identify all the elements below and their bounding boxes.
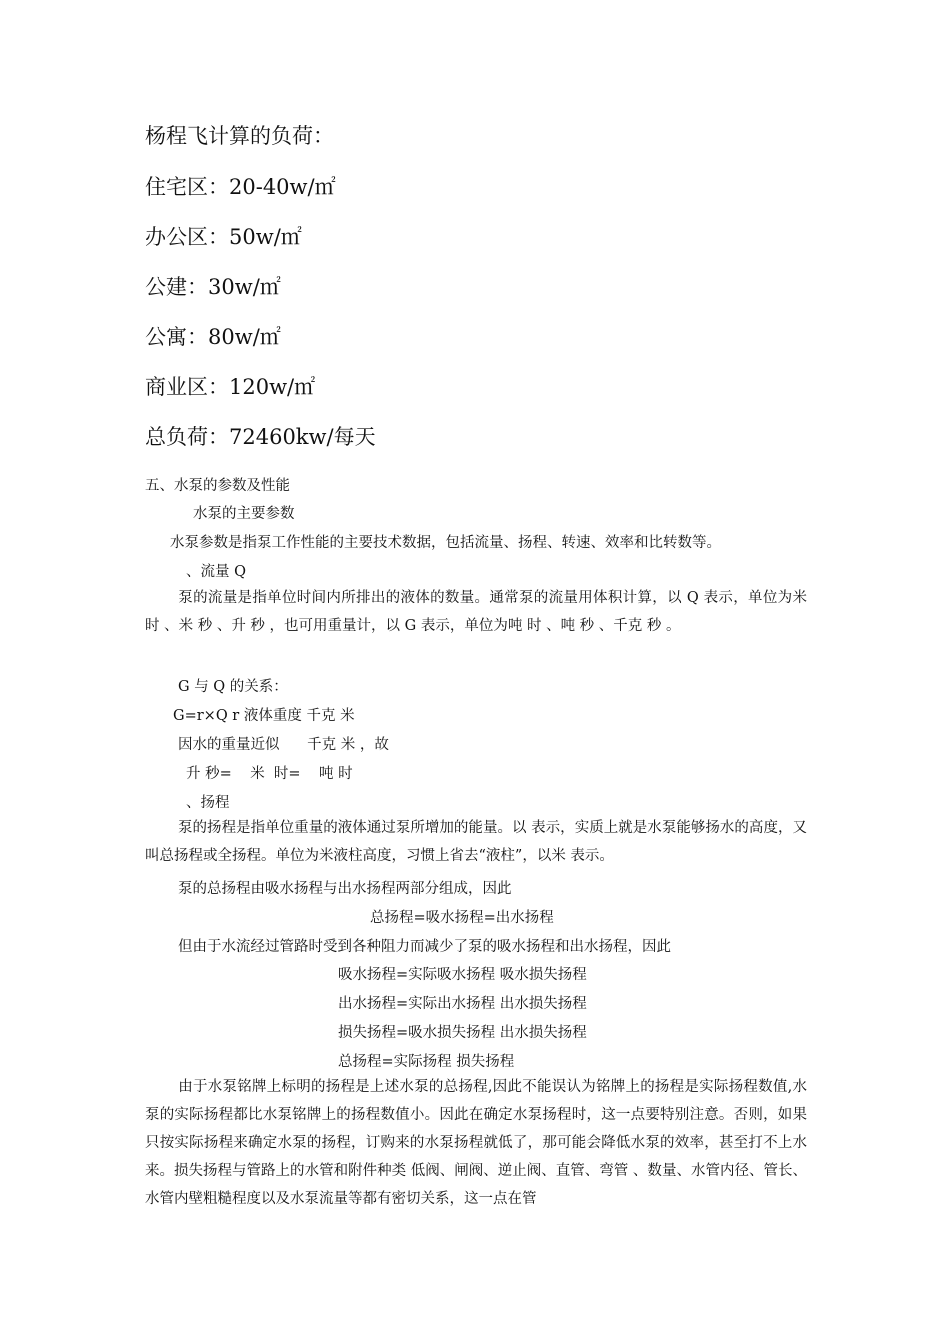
formula-actual: 总扬程=实际扬程 损失扬程 (338, 1054, 515, 1070)
head-paragraph-3: 但由于水流经过管路时受到各种阻力而减少了泵的吸水扬程和出水扬程，因此 (178, 939, 671, 955)
head-paragraph-1 (145, 814, 807, 870)
flow-paragraph-text: 泵的流量是指单位时间内所排出的液体的数量。通常泵的流量用体积计算，以 Q 表示，单位为米 时 、米 秒 、升 秒 ，也可用重量计，以 G 表示，单位为吨 时 、吨 秒 、千克 秒 。 (145, 590, 807, 634)
formula-loss: 损失扬程=吸水损失扬程 出水损失扬程 (338, 1025, 587, 1041)
load-residential: 住宅区：20-40w/㎡ (145, 175, 336, 199)
formula-total: 总扬程=吸水扬程=出水扬程 (370, 910, 554, 926)
head-paragraph-4-text: 由于水泵铭牌上标明的扬程是上述水泵的总扬程,因此不能误认为铭牌上的扬程是实际扬程数值,水泵的实际扬程都比水泵铭牌上的扬程数值小。因此在确定水泵扬程时，这一点要特别注意。否则，如果只按实际扬程来确定水泵的扬程，订购来的水泵扬程就低了，那可能会降低水泵的效率，甚至打不上水来。损失扬程与管路上的水管和附件种类 低阀、闸阀、逆止阀、直管、弯管 、数量、水管内径、管长、水管内壁粗糙程度以及水泵流量等都有密切关系，这一点在管 (145, 1079, 807, 1207)
formula-discharge: 出水扬程=实际出水扬程 出水损失扬程 (338, 996, 587, 1012)
section-subtitle: 水泵的主要参数 (193, 506, 295, 522)
load-heading: 杨程飞计算的负荷： (145, 124, 334, 148)
gq-formula: G=r×Q r 液体重度 千克 米 (173, 708, 355, 724)
load-commercial: 商业区：120w/㎡ (145, 375, 316, 399)
section-title: 五、水泵的参数及性能 (145, 478, 290, 494)
flow-paragraph (145, 584, 807, 640)
load-office: 办公区：50w/㎡ (145, 225, 302, 249)
intro-paragraph: 水泵参数是指泵工作性能的主要技术数据，包括流量、扬程、转速、效率和比转数等。 (170, 535, 721, 551)
gq-title: G 与 Q 的关系： (178, 679, 288, 695)
flow-title: 、流量 Q (186, 564, 246, 580)
head-paragraph-1-text: 泵的扬程是指单位重量的液体通过泵所增加的能量。以 表示，实质上就是水泵能够扬水的高度，又叫总扬程或全扬程。单位为米液柱高度，习惯上省去“液柱”，以米 表示。 (145, 820, 807, 864)
load-public: 公建：30w/㎡ (145, 275, 281, 299)
gq-conversion: 升 秒= 米 时= 吨 时 (186, 766, 353, 782)
gq-water: 因水的重量近似 千克 米 ，故 (178, 737, 389, 753)
load-apartment: 公寓：80w/㎡ (145, 325, 281, 349)
head-paragraph-2: 泵的总扬程由吸水扬程与出水扬程两部分组成，因此 (178, 881, 512, 897)
load-total: 总负荷：72460kw/每天 (145, 425, 376, 449)
head-paragraph-4 (145, 1073, 807, 1213)
formula-suction: 吸水扬程=实际吸水扬程 吸水损失扬程 (338, 967, 587, 983)
head-title: 、扬程 (186, 795, 230, 811)
